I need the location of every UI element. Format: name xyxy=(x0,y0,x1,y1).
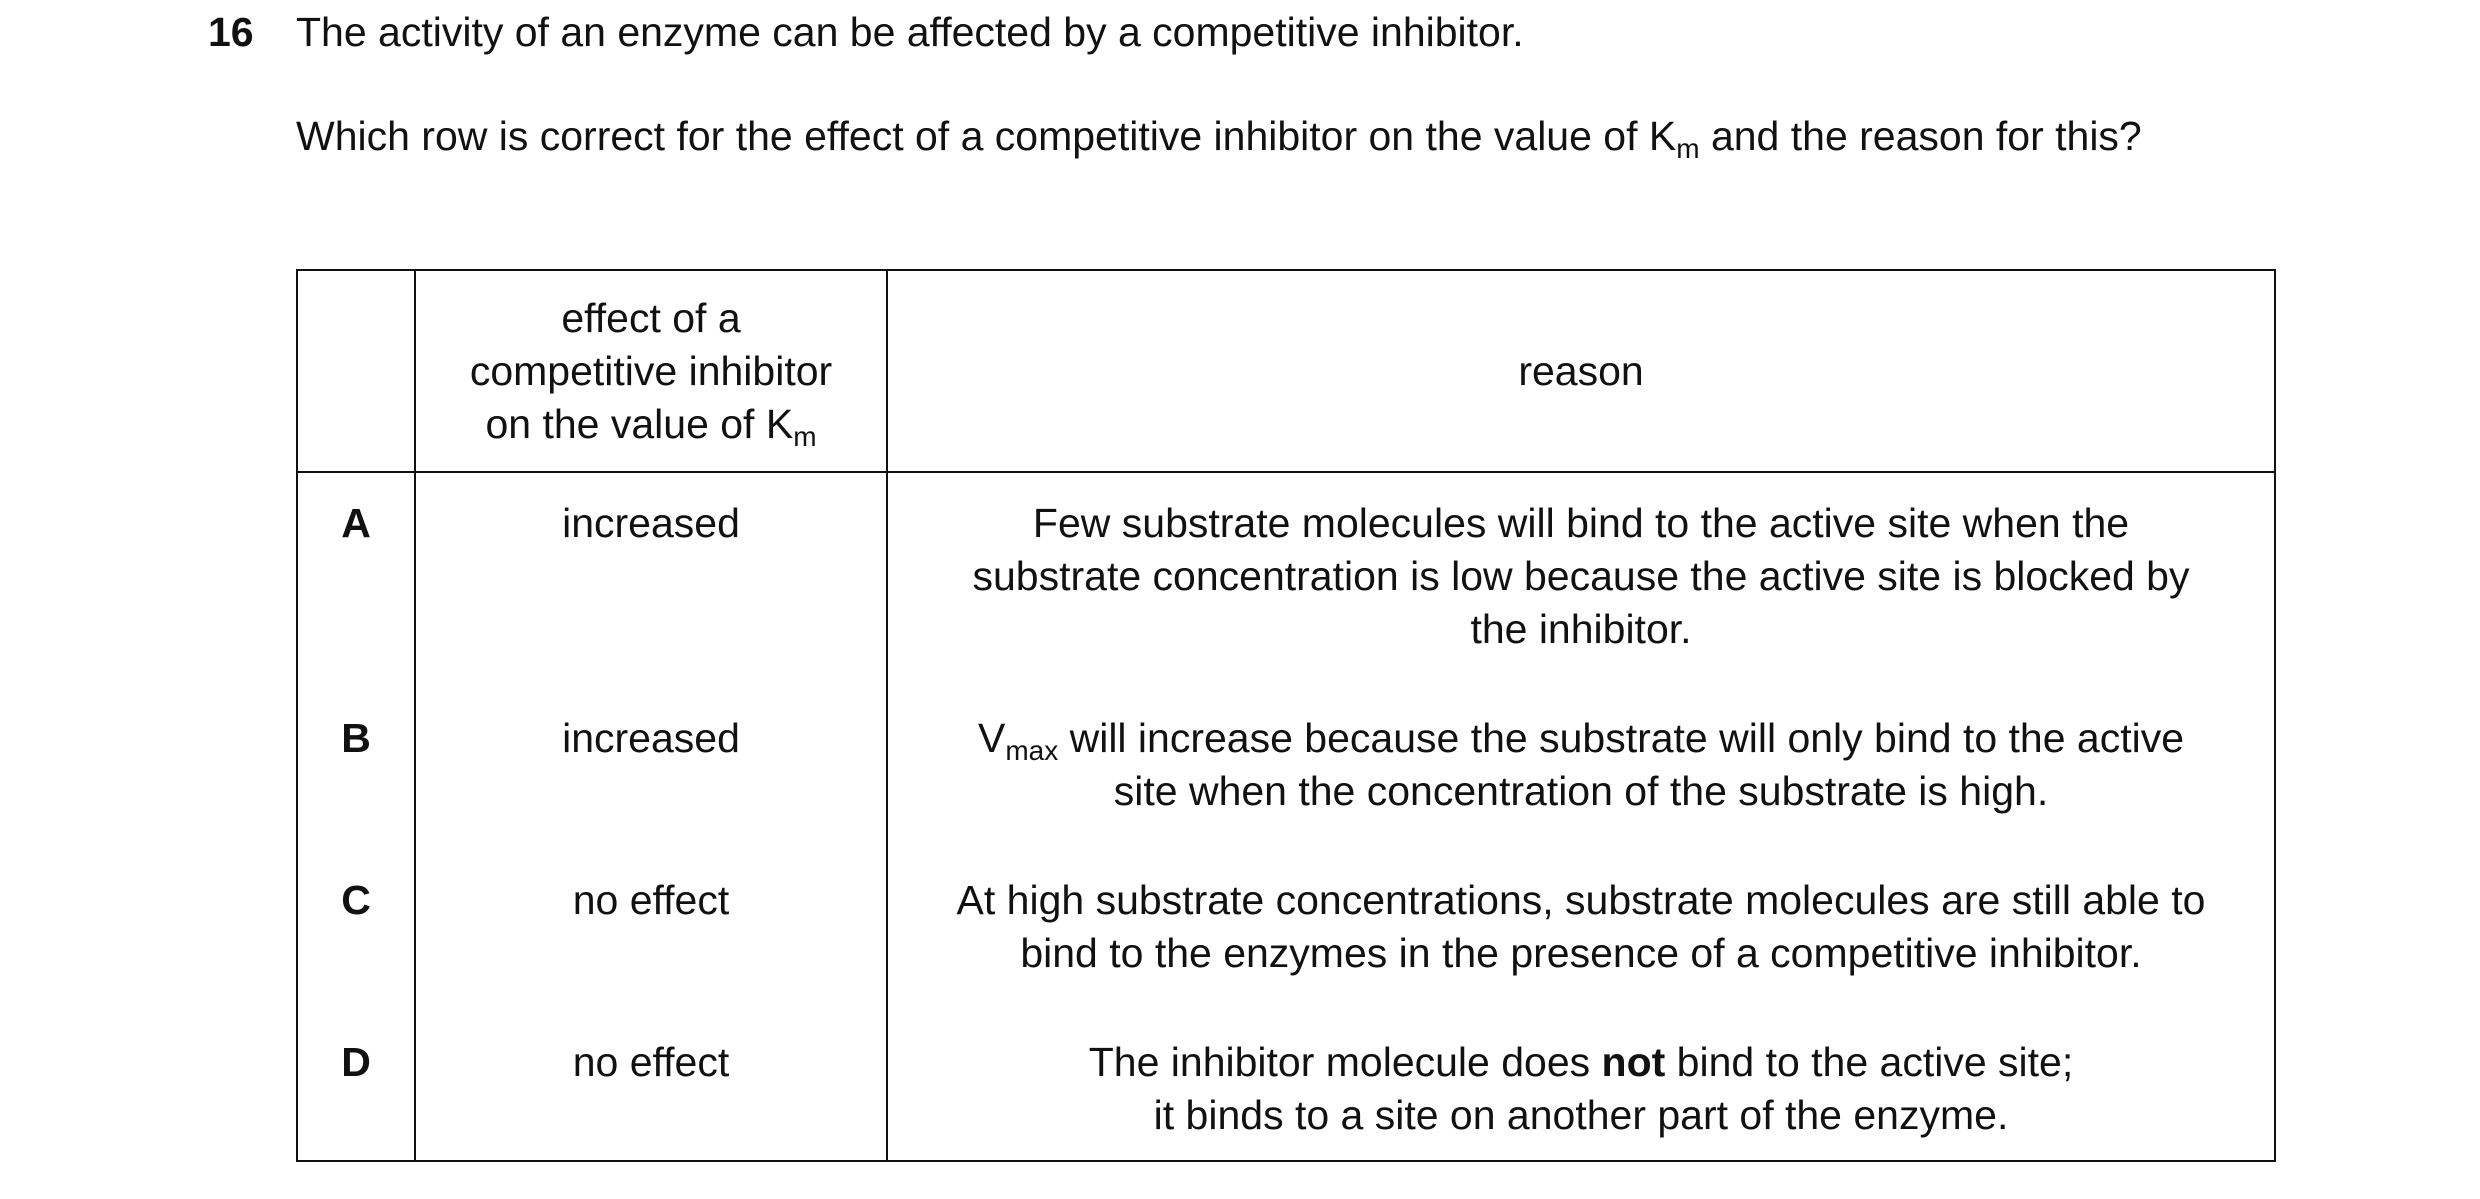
reason-text-start: The inhibitor molecule does xyxy=(1088,1039,1602,1085)
option-reason xyxy=(887,688,2275,850)
option-effect: increased xyxy=(415,472,887,688)
option-reason xyxy=(887,472,2275,688)
reason-body: will increase because the substrate will only bind to the active site when the concentration of the substrate is high. xyxy=(1058,715,2185,814)
header-effect-line: effect of a xyxy=(561,294,741,341)
table-row xyxy=(297,472,2275,688)
reason-line-two: it binds to a site on another part of the enzyme. xyxy=(1153,1092,2009,1138)
header-effect-line: on the value of K xyxy=(485,400,794,447)
option-reason-text: Few substrate molecules will bind to the active site when the substrate concentration is low because the active site is blocked by the inhibitor. xyxy=(972,500,2190,652)
answer-options-table xyxy=(296,269,2276,1162)
option-letter-b: B xyxy=(297,688,415,850)
table-row xyxy=(297,850,2275,1012)
option-letter-d: D xyxy=(297,1012,415,1161)
table-header-row xyxy=(297,270,2275,472)
option-effect: no effect xyxy=(415,850,887,1012)
question-stem: The activity of an enzyme can be affected by a competitive inhibitor. xyxy=(296,9,1524,55)
header-effect-line: competitive inhibitor xyxy=(469,347,833,394)
prompt-text: Which row is correct for the effect of a competitive inhibitor on the value of K xyxy=(296,113,1677,159)
prompt-text-end: and the reason for this? xyxy=(1699,113,2142,159)
reason-emphasis: not xyxy=(1601,1039,1666,1085)
table-row xyxy=(297,688,2275,850)
reason-symbol: V xyxy=(977,715,1006,761)
option-reason xyxy=(887,850,2275,1012)
question-prompt xyxy=(296,110,2274,163)
option-letter-c: C xyxy=(297,850,415,1012)
question-number: 16 xyxy=(208,9,254,55)
option-effect: no effect xyxy=(415,1012,887,1161)
option-reason-text: At high substrate concentrations, substrate molecules are still able to bind to the enzymes in the presence of a competitive inhibitor. xyxy=(956,877,2206,976)
header-effect-cell xyxy=(415,270,887,472)
prompt-subscript: m xyxy=(1676,133,1700,164)
option-effect: increased xyxy=(415,688,887,850)
option-reason-text xyxy=(888,712,2274,818)
reason-text-end: bind to the active site; xyxy=(1665,1039,2074,1085)
header-effect-subscript: m xyxy=(793,420,817,452)
header-letter-cell xyxy=(297,270,415,472)
option-reason xyxy=(887,1012,2275,1161)
header-reason-cell: reason xyxy=(887,270,2275,472)
option-letter-a: A xyxy=(297,472,415,688)
table-row xyxy=(297,1012,2275,1161)
reason-subscript: max xyxy=(1005,735,1059,766)
